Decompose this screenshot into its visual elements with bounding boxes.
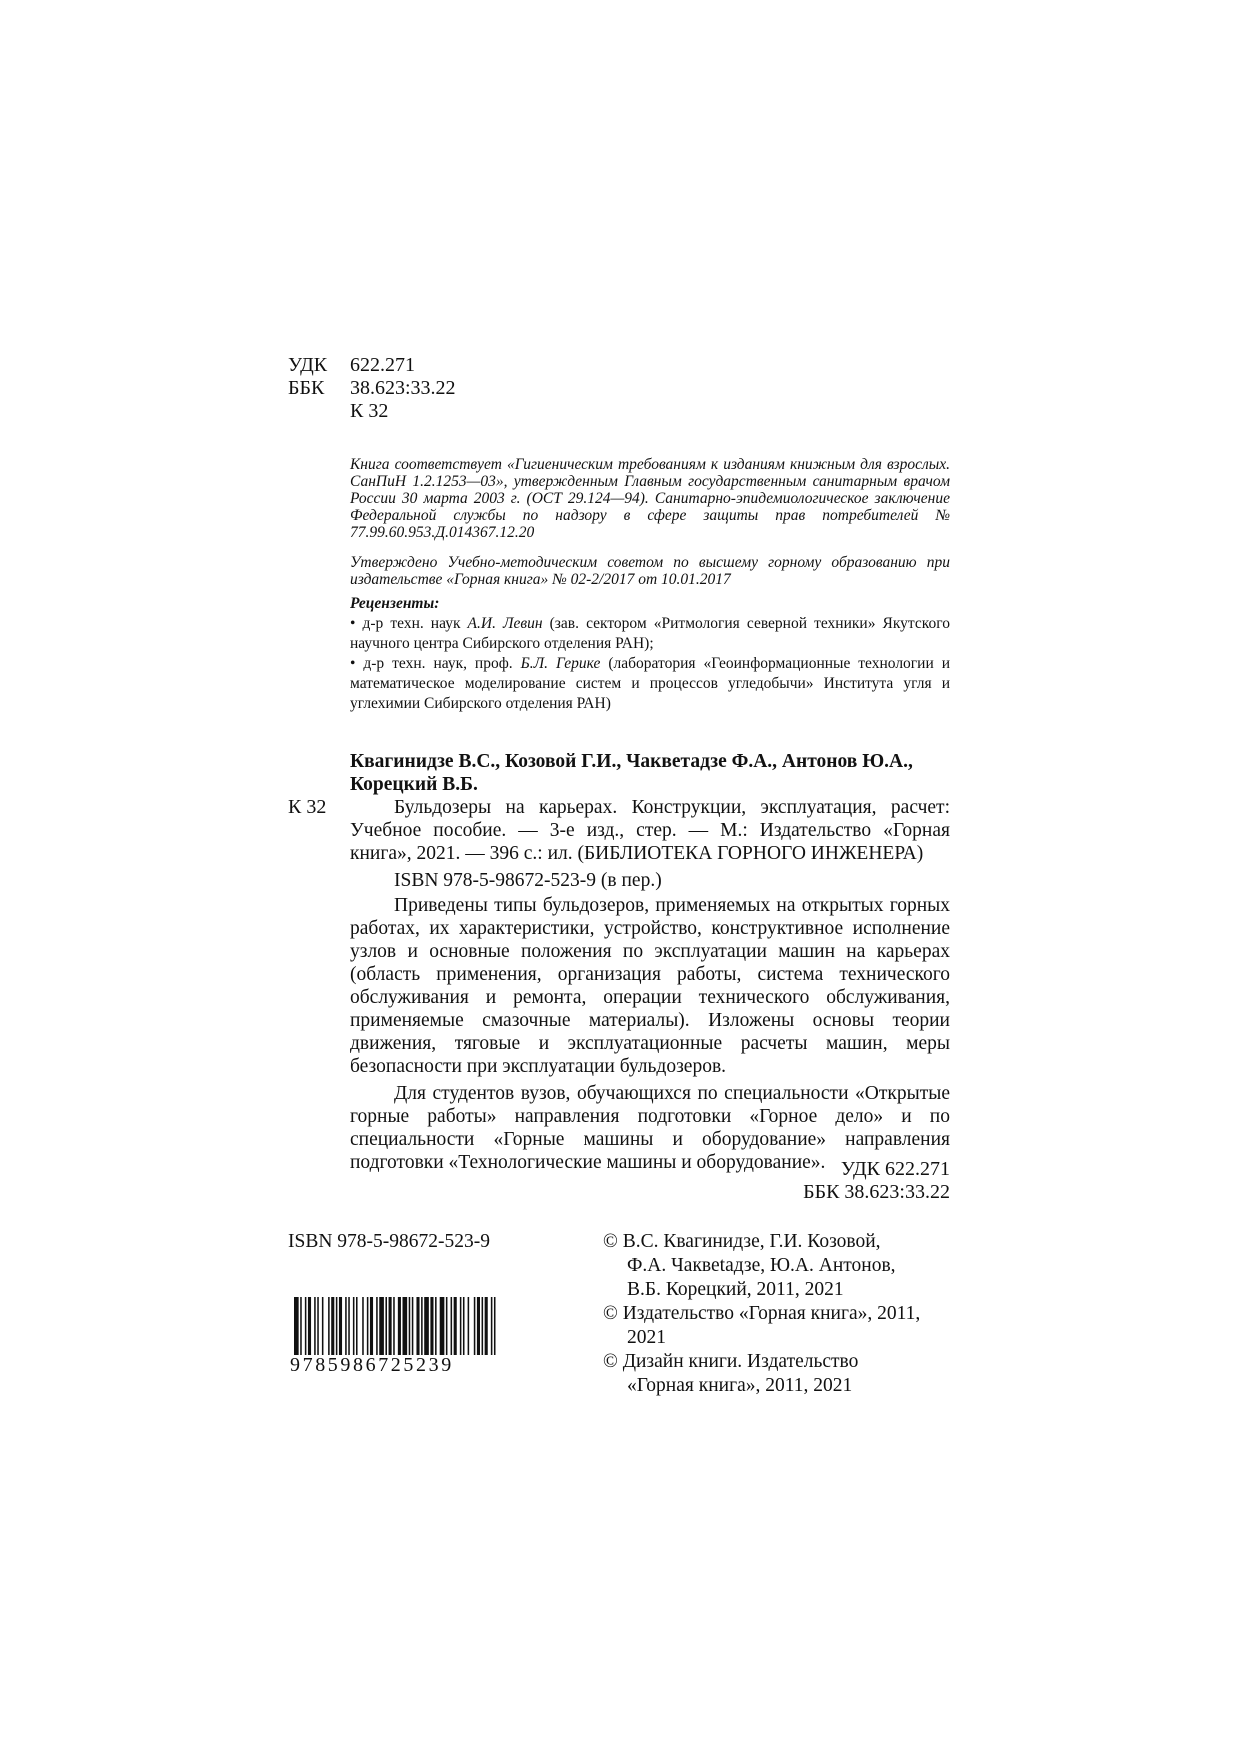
barcode-bar (328, 1297, 330, 1355)
barcode-bar (463, 1297, 465, 1355)
reviewers-title: Рецензенты: (350, 595, 440, 612)
barcode-bar (421, 1297, 423, 1355)
barcode-bar (356, 1297, 358, 1355)
reviewer-2 (350, 654, 950, 714)
barcode-bar (416, 1297, 419, 1355)
barcode-bar (403, 1297, 408, 1355)
udk-label: УДК (288, 354, 328, 376)
barcode-bar (367, 1297, 369, 1355)
udk-bottom: УДК 622.271 (840, 1158, 950, 1180)
barcode-bar (393, 1297, 395, 1355)
udk-value: 622.271 (350, 354, 415, 376)
barcode-bar (485, 1297, 488, 1355)
barcode-bar (305, 1297, 307, 1355)
audience: Для студентов вузов, обучающихся по специальности «Открытые горные работы» направления подготовки «Горное дело» и по специальности «Горные машины и оборудование» направления подготовки «Технологические машины и оборудование». (350, 1083, 950, 1173)
reviewer-2-affiliation: (лаборатория «Геоинформационные технологии и математическое моделирование систем и процессов угледобычи» Института угля и углехимии Сибирского отделения РАН) (350, 655, 951, 712)
barcode-bar (331, 1297, 334, 1355)
isbn-line: ISBN 978-5-98672-523-9 (в пер.) (394, 870, 662, 891)
barcode-bar (308, 1297, 311, 1355)
barcode-bar (446, 1297, 448, 1355)
reviewer-2-name: Б.Л. Герике (520, 655, 601, 672)
barcode-bar (398, 1297, 401, 1355)
barcode-bar (339, 1297, 342, 1355)
reviewer-1-affiliation: (зав. сектором «Ритмология северной техники» Якутского научного центра Сибирского отделения РАН); (350, 615, 950, 652)
barcode-digits: 9785986725239 (290, 1354, 454, 1376)
bbk-label: ББК (288, 377, 325, 399)
barcode-bar (353, 1297, 355, 1355)
copyright-publisher-2: 2021 (627, 1327, 666, 1348)
barcode-bar (322, 1297, 324, 1355)
approval-notice (350, 554, 950, 588)
barcode-bar (314, 1297, 316, 1355)
copyright-authors-2: Ф.А. Чаквеtадзе, Ю.А. Антонов, (627, 1255, 896, 1276)
hygiene-notice (350, 456, 950, 541)
reviewer-1 (350, 614, 950, 654)
barcode-bar (440, 1297, 445, 1355)
hygiene-text: Книга соответствует «Гигиеническим требованиям к изданиям книжным для взрослых. СанПиН 1.2.1253—03», утвержденным Главным государственным санитарным врачом России 30 марта 2003 г. (ОСТ 29.124—94). Санитарно-эпидемиологическое заключение Федеральной службы по надзору в сфере защиты прав потребителей № 77.99.60.953.Д.014367.12.20 (350, 456, 950, 541)
book-title-line: Бульдозеры на карьерах. Конструкции, эксплуатация, расчет: Учебное пособие. — 3-е изд., стер. — М.: Издательство «Горная книга», 2021. — 396 с.: ил. (БИБЛИОТЕКА ГОРНОГО ИНЖЕНЕРА) (350, 797, 950, 864)
annotation-block (350, 796, 950, 1174)
barcode-bar (300, 1297, 302, 1355)
catalog-mark: К 32 (288, 796, 327, 818)
barcode-bar (385, 1297, 387, 1355)
abstract: Приведены типы бульдозеров, применяемых на открытых горных работах, их характеристики, устройство, конструктивное исполнение узлов и основные положения по эксплуатации машин на карьерах (область применения, организация работы, система технического обслуживания и ремонта, операции технического обслуживания, применяемые смазочные материалы). Изложены основы теории движения, тяговые и эксплуатационные расчеты машин, меры безопасности при эксплуатации бульдозеров. (350, 895, 950, 1077)
barcode-bar (482, 1297, 484, 1355)
barcode-bar (379, 1297, 384, 1355)
barcode-bar (294, 1297, 299, 1355)
isbn: ISBN 978-5-98672-523-9 (288, 1231, 491, 1252)
barcode-bar (345, 1297, 347, 1355)
barcode-bar (409, 1297, 411, 1355)
reviewers-block (350, 594, 950, 714)
author-mark: К 32 (350, 400, 389, 422)
copyright-design-1: © Дизайн книги. Издательство (603, 1351, 859, 1372)
barcode-bar (468, 1297, 470, 1355)
barcode-bar (460, 1297, 462, 1355)
copyright-authors-3: В.Б. Корецкий, 2011, 2021 (627, 1279, 844, 1300)
barcode-bar (348, 1297, 350, 1355)
barcode-bar (376, 1297, 378, 1355)
barcode-bar (454, 1297, 457, 1355)
bbk-value: 38.623:33.22 (350, 377, 456, 399)
barcode-bar (362, 1297, 364, 1355)
barcode-bar (477, 1297, 480, 1355)
reviewer-1-name: А.И. Левин (467, 615, 543, 632)
barcode-bar (430, 1297, 433, 1355)
reviewer-2-degree: • д-р техн. наук, проф. (350, 655, 521, 672)
barcode-bar (389, 1297, 392, 1355)
barcode-bar (336, 1297, 338, 1355)
barcode-bar (435, 1297, 437, 1355)
copyright-design-2: «Горная книга», 2011, 2021 (627, 1375, 853, 1396)
barcode-bar (451, 1297, 453, 1355)
reviewer-1-degree: • д-р техн. наук (350, 615, 468, 632)
copyright-publisher-1: © Издательство «Горная книга», 2011, (603, 1303, 921, 1324)
copyright-authors-1: © В.С. Квагинидзе, Г.И. Козовой, (603, 1231, 881, 1252)
authors-heading: Квагинидзе В.С., Козовой Г.И., Чакветадзе Ф.А., Антонов Ю.А., Корецкий В.Б. (350, 751, 913, 795)
barcode-bar (412, 1297, 414, 1355)
barcode-bar (474, 1297, 476, 1355)
barcode-bar (370, 1297, 373, 1355)
bbk-bottom: ББК 38.623:33.22 (803, 1181, 950, 1203)
barcode-bar (424, 1297, 429, 1355)
barcode-bar (494, 1297, 496, 1355)
barcode-bar (491, 1297, 493, 1355)
approval-text: Утверждено Учебно-методическим советом по высшему горному образованию при издательстве «Горная книга» № 02-2/2017 от 10.01.2017 (350, 554, 950, 588)
barcode-bar (317, 1297, 319, 1355)
